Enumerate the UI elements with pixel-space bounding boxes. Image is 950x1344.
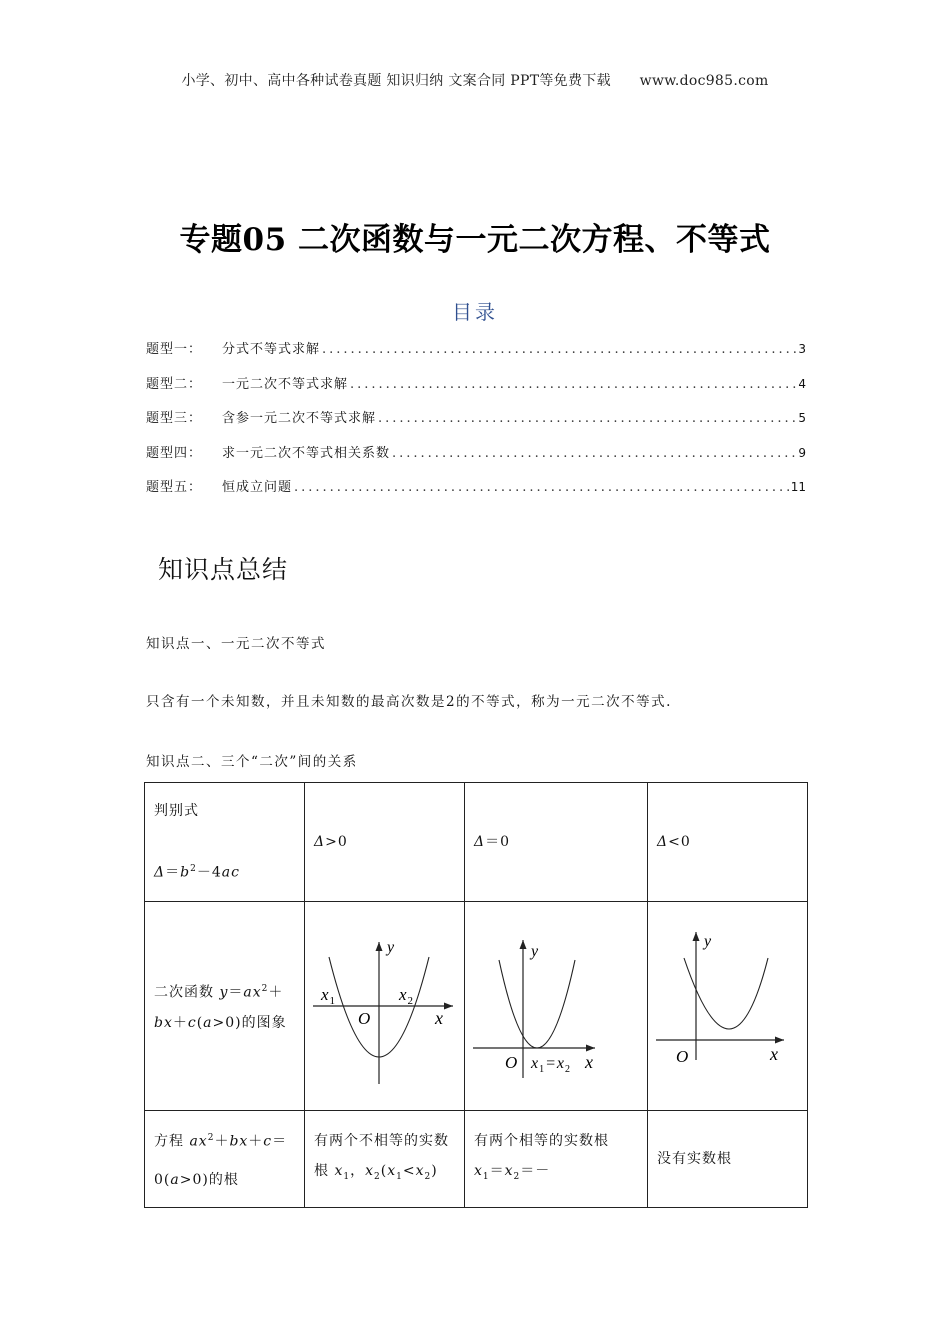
formula-part: ac	[221, 864, 240, 881]
table-row	[145, 783, 808, 902]
cell-text: 有两个相等的实数根	[474, 1133, 609, 1150]
y-axis-arrow-icon	[693, 932, 700, 941]
knowledge-1-body: 只含有一个未知数，并且未知数的最高次数是2的不等式，称为一元二次不等式.	[146, 694, 672, 710]
graph-label-line1	[154, 974, 295, 1008]
y-axis-label: y	[704, 933, 713, 950]
label-text: ＋	[214, 1133, 230, 1150]
label-text: y	[219, 984, 229, 1001]
page-header	[0, 70, 950, 90]
toc-item[interactable]	[146, 442, 806, 477]
y-axis-label: y	[387, 939, 396, 956]
toc-item-page: 4	[798, 376, 806, 391]
root-label-part: 1	[539, 1064, 546, 1075]
cell-text: ＝－	[520, 1163, 551, 1180]
x-axis-arrow-icon	[775, 1037, 784, 1044]
cell-text: )	[431, 1163, 438, 1180]
parabola-two-roots-graph	[305, 902, 465, 1110]
root-x2-label	[398, 985, 414, 1007]
cell-text: 1	[482, 1171, 490, 1182]
label-text: 二次函数	[154, 984, 220, 1001]
toc-item[interactable]	[146, 338, 806, 373]
toc-item-type: 题型四：	[146, 445, 203, 461]
cell-text: >0	[325, 834, 348, 850]
label-text: c	[187, 1014, 197, 1031]
origin-label: O	[358, 1009, 372, 1028]
document-title: 专题05 二次函数与一元二次方程、不等式	[179, 222, 771, 258]
header-site-link[interactable]: www.doc985.com	[639, 73, 769, 89]
label-text: (	[196, 1014, 204, 1031]
x-axis-label: x	[770, 1044, 779, 1064]
cell-text: x	[387, 1163, 397, 1180]
toc-item-type: 题型五：	[146, 480, 203, 495]
toc-item-page: 5	[798, 411, 806, 425]
graph-label-line2	[154, 1008, 295, 1038]
x-axis-label: x	[435, 1008, 444, 1028]
toc-item-page: 9	[798, 445, 806, 460]
root-label-part: 2	[407, 995, 415, 1007]
toc-item-type: 题型一：	[146, 342, 203, 357]
cell-text: <	[402, 1163, 416, 1180]
cell-delta-zero	[465, 783, 648, 902]
x-axis-arrow-icon	[586, 1045, 595, 1052]
cell-text: 没有实数根	[657, 1151, 732, 1167]
formula-part: 2	[190, 864, 197, 875]
y-axis-label: y	[531, 943, 540, 960]
cell-text: 2	[513, 1171, 521, 1182]
row-label-roots	[145, 1111, 305, 1208]
toc-item-type: 题型三：	[146, 411, 203, 426]
delta-symbol: Δ	[314, 834, 326, 850]
toc-leader-dots	[350, 377, 796, 392]
toc-item[interactable]	[146, 373, 806, 408]
label-text: a	[170, 1171, 180, 1188]
root-label-part: x	[321, 985, 330, 1004]
knowledge-2-title: 知识点二、三个“二次”间的关系	[146, 754, 358, 770]
toc-heading: 目录	[452, 300, 498, 324]
toc-item-page: 3	[798, 342, 806, 356]
delta-symbol: Δ	[474, 834, 486, 850]
root-label-part: x	[399, 985, 408, 1004]
cell-delta-positive	[305, 783, 465, 902]
header-text: 小学、初中、高中各种试卷真题 知识归纳 文案合同 PPT等免费下载	[181, 73, 611, 89]
label-text: bx	[229, 1133, 249, 1150]
root-label-part: =x	[545, 1055, 566, 1072]
cell-delta-negative	[648, 783, 808, 902]
toc-item-name: 恒成立问题	[222, 480, 293, 495]
toc-item-name: 含参一元二次不等式求解	[222, 411, 377, 426]
label-text: ＋	[172, 1014, 188, 1031]
toc-item-page: 11	[790, 480, 806, 494]
parabola-curve	[499, 960, 575, 1048]
toc-leader-dots	[294, 480, 789, 495]
delta-symbol: Δ	[154, 864, 166, 881]
toc-item[interactable]	[146, 407, 806, 442]
cell-text: ＝	[489, 1163, 505, 1180]
cell-text: 2	[424, 1171, 432, 1182]
cell-text: <0	[668, 834, 691, 850]
parabola-no-root-graph	[648, 902, 808, 1110]
cell-two-distinct-roots	[305, 1111, 465, 1208]
cell-text: 1	[343, 1171, 351, 1182]
label-text: >0)的图象	[212, 1014, 287, 1031]
cell-text: x	[504, 1163, 514, 1180]
cell-text: 1	[396, 1171, 403, 1182]
equal-roots-formula	[474, 1156, 638, 1192]
roots-label-line2	[154, 1165, 295, 1195]
y-axis-arrow-icon	[376, 942, 383, 951]
label-text: ＝	[272, 1133, 288, 1150]
cell-text: 2	[374, 1171, 381, 1182]
row-label-graph	[145, 902, 305, 1111]
toc-item-type: 题型二：	[146, 376, 203, 392]
cell-text: x	[474, 1163, 483, 1180]
discriminant-formula	[154, 854, 295, 888]
cell-two-equal-roots	[465, 1111, 648, 1208]
cell-text: ，	[350, 1163, 366, 1180]
cell-no-real-roots	[648, 1111, 808, 1208]
toc-item-name: 一元二次不等式求解	[222, 376, 349, 392]
y-axis-arrow-icon	[520, 940, 527, 949]
toc-item-name: 求一元二次不等式相关系数	[222, 445, 391, 461]
section-title: 知识点总结	[158, 555, 289, 584]
label-text: ax	[243, 984, 262, 1001]
root-label-part: 1	[329, 995, 337, 1007]
root-x1-label	[320, 985, 336, 1007]
label-text: bx	[154, 1014, 173, 1031]
label-text: 0(	[154, 1171, 171, 1188]
x-axis-arrow-icon	[444, 1003, 453, 1010]
label-text: >0)的根	[179, 1171, 239, 1188]
cell-text: x	[334, 1163, 344, 1180]
knowledge-1-title: 知识点一、一元二次不等式	[146, 636, 326, 652]
toc-item-name: 分式不等式求解	[222, 342, 321, 357]
root-label-part: 2	[565, 1064, 572, 1075]
label-text: ax	[189, 1133, 208, 1150]
label-text: a	[203, 1014, 213, 1031]
relation-table	[144, 782, 808, 1208]
label-text: c	[263, 1133, 273, 1150]
label-text: ＋	[268, 984, 284, 1001]
cell-text: ＝0	[485, 834, 511, 850]
label-text: ＋	[248, 1133, 264, 1150]
table-row	[145, 902, 808, 1111]
double-root-label	[530, 1055, 571, 1075]
toc-leader-dots	[322, 342, 796, 357]
parabola-one-root-graph	[465, 902, 648, 1110]
graph-two-roots	[305, 902, 465, 1111]
formula-part: －4	[196, 864, 222, 881]
graph-no-root	[648, 902, 808, 1111]
discriminant-label: 判别式	[154, 803, 199, 820]
cell-text: (	[380, 1163, 388, 1180]
cell-text: x	[365, 1163, 374, 1180]
root-label-part: x	[531, 1055, 540, 1072]
origin-label: O	[505, 1053, 519, 1072]
toc-leader-dots	[378, 411, 796, 426]
graph-one-root	[465, 902, 648, 1111]
label-text: ＝	[228, 984, 244, 1001]
table-of-contents	[146, 338, 806, 511]
delta-symbol: Δ	[657, 834, 669, 850]
toc-item[interactable]	[146, 476, 806, 511]
toc-leader-dots	[392, 446, 796, 461]
formula-part: b	[180, 864, 191, 881]
roots-label-line1	[154, 1123, 295, 1157]
label-text: 2	[207, 1133, 215, 1144]
label-text: 2	[261, 984, 269, 995]
table-row	[145, 1111, 808, 1208]
cell-text: 有两个不相等的实数根	[314, 1133, 449, 1180]
x-axis-label: x	[585, 1052, 594, 1072]
cell-text: x	[415, 1163, 425, 1180]
formula-part: ＝	[165, 864, 181, 881]
origin-label: O	[676, 1047, 690, 1066]
label-text: 方程	[154, 1133, 190, 1150]
row-label-discriminant	[145, 783, 305, 902]
